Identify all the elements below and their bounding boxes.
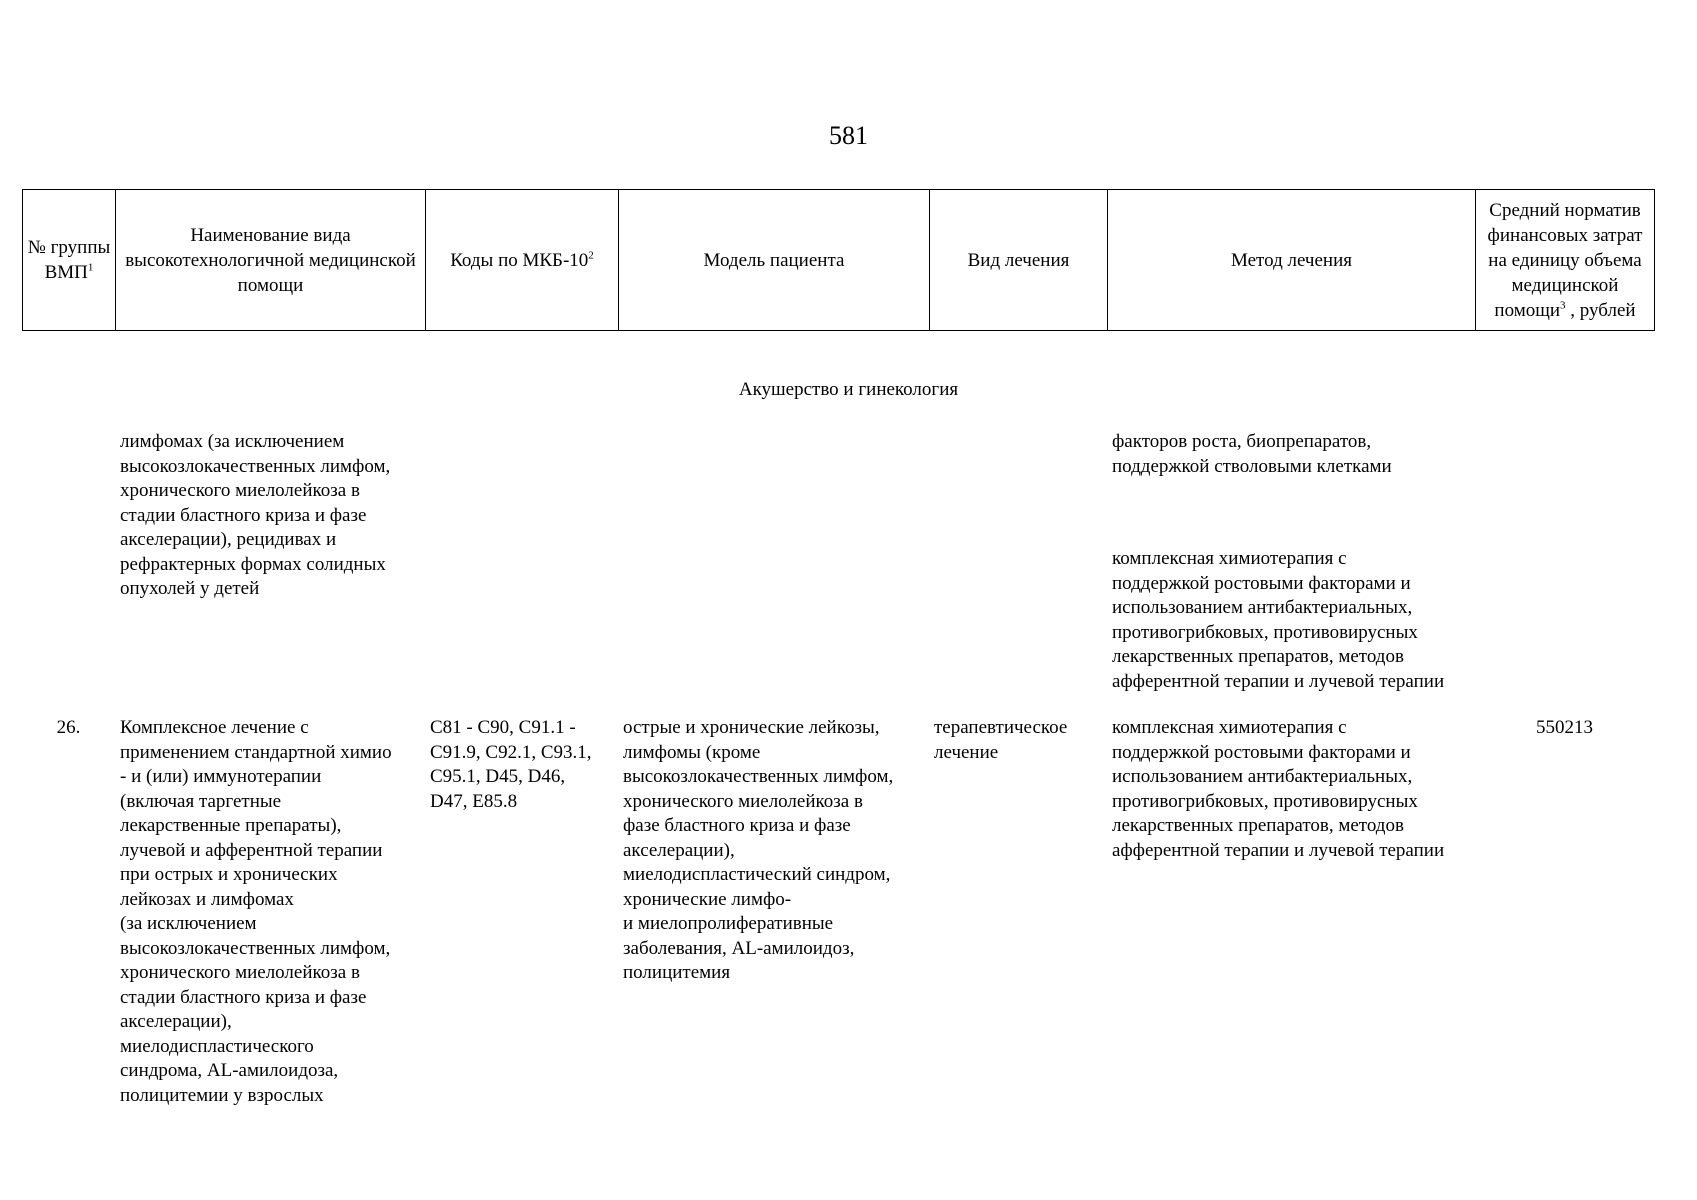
row-treatment-type [929, 430, 1107, 716]
table-body [22, 430, 1654, 1108]
row-treatment-method [1107, 716, 1475, 1108]
method-text: факторов роста, биопрепаратов, поддержкой стволовыми клетками [1112, 431, 1392, 477]
header-group-number: № группы ВМП$^1$ [23, 190, 116, 331]
row-average-cost: 550213 [1536, 717, 1593, 738]
table-header [22, 189, 1655, 331]
header-patient-model: Модель пациента [619, 190, 930, 331]
row-patient-model [618, 430, 929, 716]
method-text: комплексная химиотерапия с поддержкой ростовыми факторами и использованием антибактериальных, противогрибковых, противовирусных лекарственных препаратов, методов афферентной терапии и лучевой терапии [1112, 548, 1445, 692]
row-treatment-type: терапевтическое лечение [934, 717, 1068, 763]
header-row [23, 190, 1655, 331]
header-icd-codes: Коды по МКБ-$10^2$ [426, 190, 619, 331]
row-number [22, 430, 115, 716]
row-care-type-name: Комплексное лечение с применением стандартной химио - и (или) иммунотерапии (включая таргетные лекарственные препараты), лучевой и афферентной терапии при острых и хронических лейкозах и лимфомах (за исключением высокозлокачественных лимфом, хронического миелолейкоза в стадии бластного криза и фазе акселерации), миелодиспластического синдрома, AL-амилоидоза, полицитемии у взрослых [120, 717, 392, 1106]
row-average-cost [1475, 430, 1654, 716]
row-patient-model: острые и хронические лейкозы, лимфомы (кроме высокозлокачественных лимфом, хронического миелолейкоза в фазе бластного криза и фазе акселерации), миелодиспластический синдром, хронические лимфо- и миелопролиферативные заболевания, AL-амилоидоз, полицитемия [623, 717, 894, 983]
method-text: комплексная химиотерапия с поддержкой ростовыми факторами и использованием антибактериальных, противогрибковых, противовирусных лекарственных препаратов, методов афферентной терапии и лучевой терапии [1112, 717, 1445, 861]
header-treatment-type: Вид лечения [930, 190, 1108, 331]
table-row [22, 716, 1654, 1108]
row-number: 26. [56, 717, 81, 738]
row-care-type-name: лимфомах (за исключением высокозлокачественных лимфом, хронического миелолейкоза в стадии бластного криза и фазе акселерации), рецидивах и рефрактерных формах солидных опухолей у детей [120, 431, 391, 599]
header-average-cost: Средний норматив финансовых затрат на единицу объема медицинской помощи$^3$ , рублей [1476, 190, 1655, 331]
row-treatment-method [1107, 430, 1475, 716]
header-treatment-method: Метод лечения [1108, 190, 1476, 331]
row-icd-codes [425, 430, 618, 716]
page-number: 581 [829, 121, 868, 150]
row-icd-codes: C81 - C90, C91.1 - C91.9, C92.1, C93.1, C95.1, D45, D46, D47, E85.8 [430, 717, 592, 812]
header-care-type-name: Наименование вида высокотехнологичной медицинской помощи [116, 190, 426, 331]
section-title: Акушерство и гинекология [738, 379, 959, 400]
table-row [22, 430, 1654, 716]
